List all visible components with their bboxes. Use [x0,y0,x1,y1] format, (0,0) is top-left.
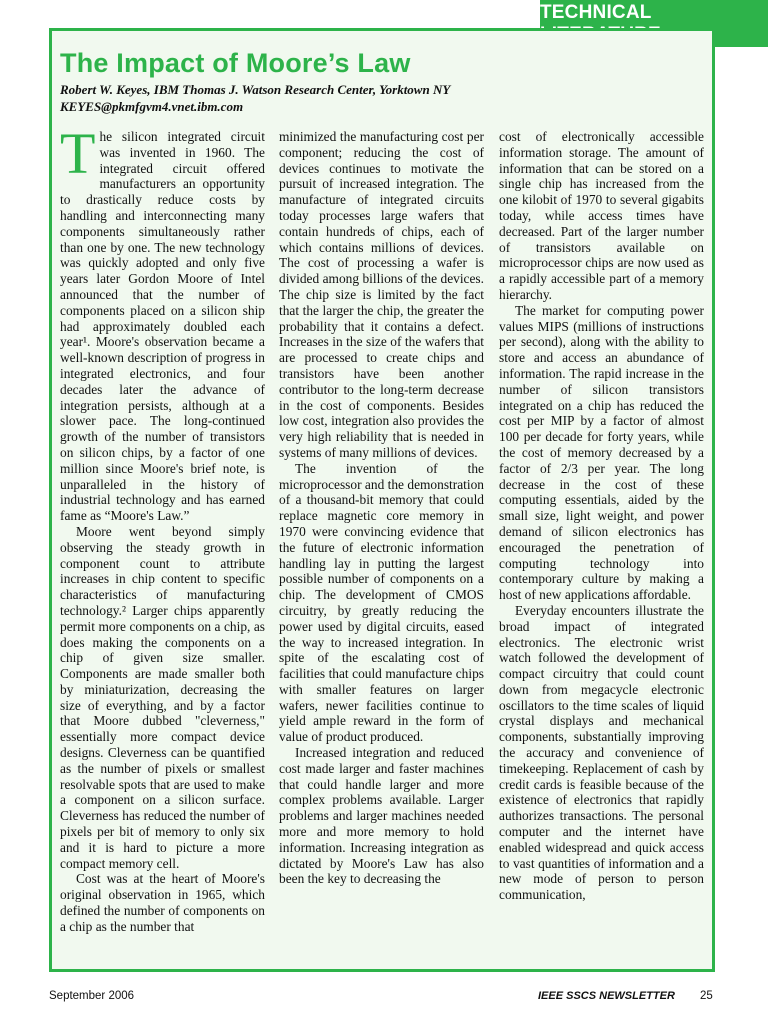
text-column-3 [499,129,704,959]
drop-cap: T [60,129,96,186]
author-email: KEYES@pkmfgvm4.vnet.ibm.com [60,99,244,114]
paragraph-text: he silicon integrated circuit was invented in 1960. The integrated circuit offered manufacturers an opportunity to drastically reduce costs by handling and interconnecting many components simultaneously rather than one by one. The new technology was quickly adopted and only five years later Gordon Moore of Intel announced that the number of components placed on a silicon ship had approximately doubled each year¹. Moore's observation became a well-known description of progress in integrated electronics, and four decades later the advance of integration persists, although at a slower pace. The long-continued growth of the number of transistors on silicon chips, by a factor of one million since Moore's brief note, is unparalleled in the history of industrial technology and has earned fame as “Moore's Law.” [60,129,265,524]
section-label: TECHNICAL [540,1,652,23]
article-author: Robert W. Keyes, IBM Thomas J. Watson Research Center, Yorktown NY [60,82,451,97]
paragraph: Increased integration and reduced cost made larger and faster machines that could handle larger and more complex problems available. Larger problems and larger machines needed more and more memory to hold information. Increasing integration as dictated by Moore's Law has also been the key to decreasing the [279,745,484,887]
paragraph: Moore went beyond simply observing the steady growth in component count to attribute increases in chip content to specific characteristics of manufacturing technology.² Larger chips apparently permit more components on a chip, as does making the components on a chip of given size smaller. Components are made smaller both by miniaturization, decreasing the size of everything, and by a factor that Moore dubbed "cleverness," essentially more compact device designs. Cleverness can be quantified as the number of pixels or smallest resolvable spots that are used to make a component on a silicon surface. Cleverness has reduced the number of pixels per bit of memory to only six and it is hard to picture a more compact memory cell. [60,523,265,871]
paragraph: The market for computing power values MIPS (millions of instructions per second), along with the ability to store and access an abundance of information. The rapid increase in the number of silicon transistors integrated on a chip has reduced the cost per MIP by a factor of almost 100 per decade for forty years, while the cost of memory decreased by a factor of 2/3 per year. The long decrease in the cost of these computing essentials, aided by the small size, light weight, and power demand of silicon electronics has encouraged the penetration of computing technology into contemporary culture by making a host of new applications affordable. [499,302,704,603]
footer-date: September 2006 [49,990,135,1002]
paragraph: The invention of the microprocessor and the demonstration of a thousand-bit memory that could replace magnetic core memory in 1970 were convincing evidence that the future of electronic information handling lay in putting the largest possible number of components on a chip. The development of CMOS circuitry, by greatly reducing the power used by digital circuits, eased the way to increased integration. In spite of the escalating cost of facilities that could manufacture chips with smaller features on larger wafers, newer facilities continue to yield ample reward in the form of value of product produced. [279,460,484,745]
paragraph [60,129,265,524]
text-column-2 [279,129,484,959]
paragraph: minimized the manufacturing cost per component; reducing the cost of devices continues to motivate the pursuit of increased integration. The manufacture of integrated circuits today processes large wafers that contain hundreds of chips, each of which contains millions of devices. The cost of processing a wafer is divided among billions of the devices. The chip size is limited by the fact that the larger the chip, the greater the probability that it contains a defect. Increases in the size of the wafers that are processed to create chips and transistors have been another contributor to the long-term decrease in the cost of components. Besides low cost, integration also provides the very high reliability that is needed in systems of many millions of devices. [279,129,484,460]
footer-publication: IEEE SSCS NEWSLETTER [538,990,675,1002]
paragraph: Cost was at the heart of Moore's original observation in 1965, which defined the number of components on a chip as the number that [60,871,265,934]
paragraph: Everyday encounters illustrate the broad impact of integrated electronics. The electronic wrist watch followed the development of compact circuitry that could count down from megacycle electronic oscillators to the time scales of liquid crystal displays and mechanical components, substantially improving the accuracy and convenience of timekeeping. Replacement of cash by credit cards is feasible because of the existence of electronics that rapidly authorizes transactions. The personal computer and the internet have enabled widespread and quick access to vast quantities of information and a new mode of person to person communication, [499,602,704,903]
page-number: 25 [700,990,713,1002]
text-column-1 [60,129,265,959]
paragraph: cost of electronically accessible information storage. The amount of information that can be stored on a single chip has increased from the one kilobit of 1970 to several gigabits today, while access times have decreased. Part of the larger number of transistors available on microprocessor chips are now used as a rapidly accessible part of a memory hierarchy. [499,129,704,302]
article-title: The Impact of Moore’s Law [60,48,411,78]
